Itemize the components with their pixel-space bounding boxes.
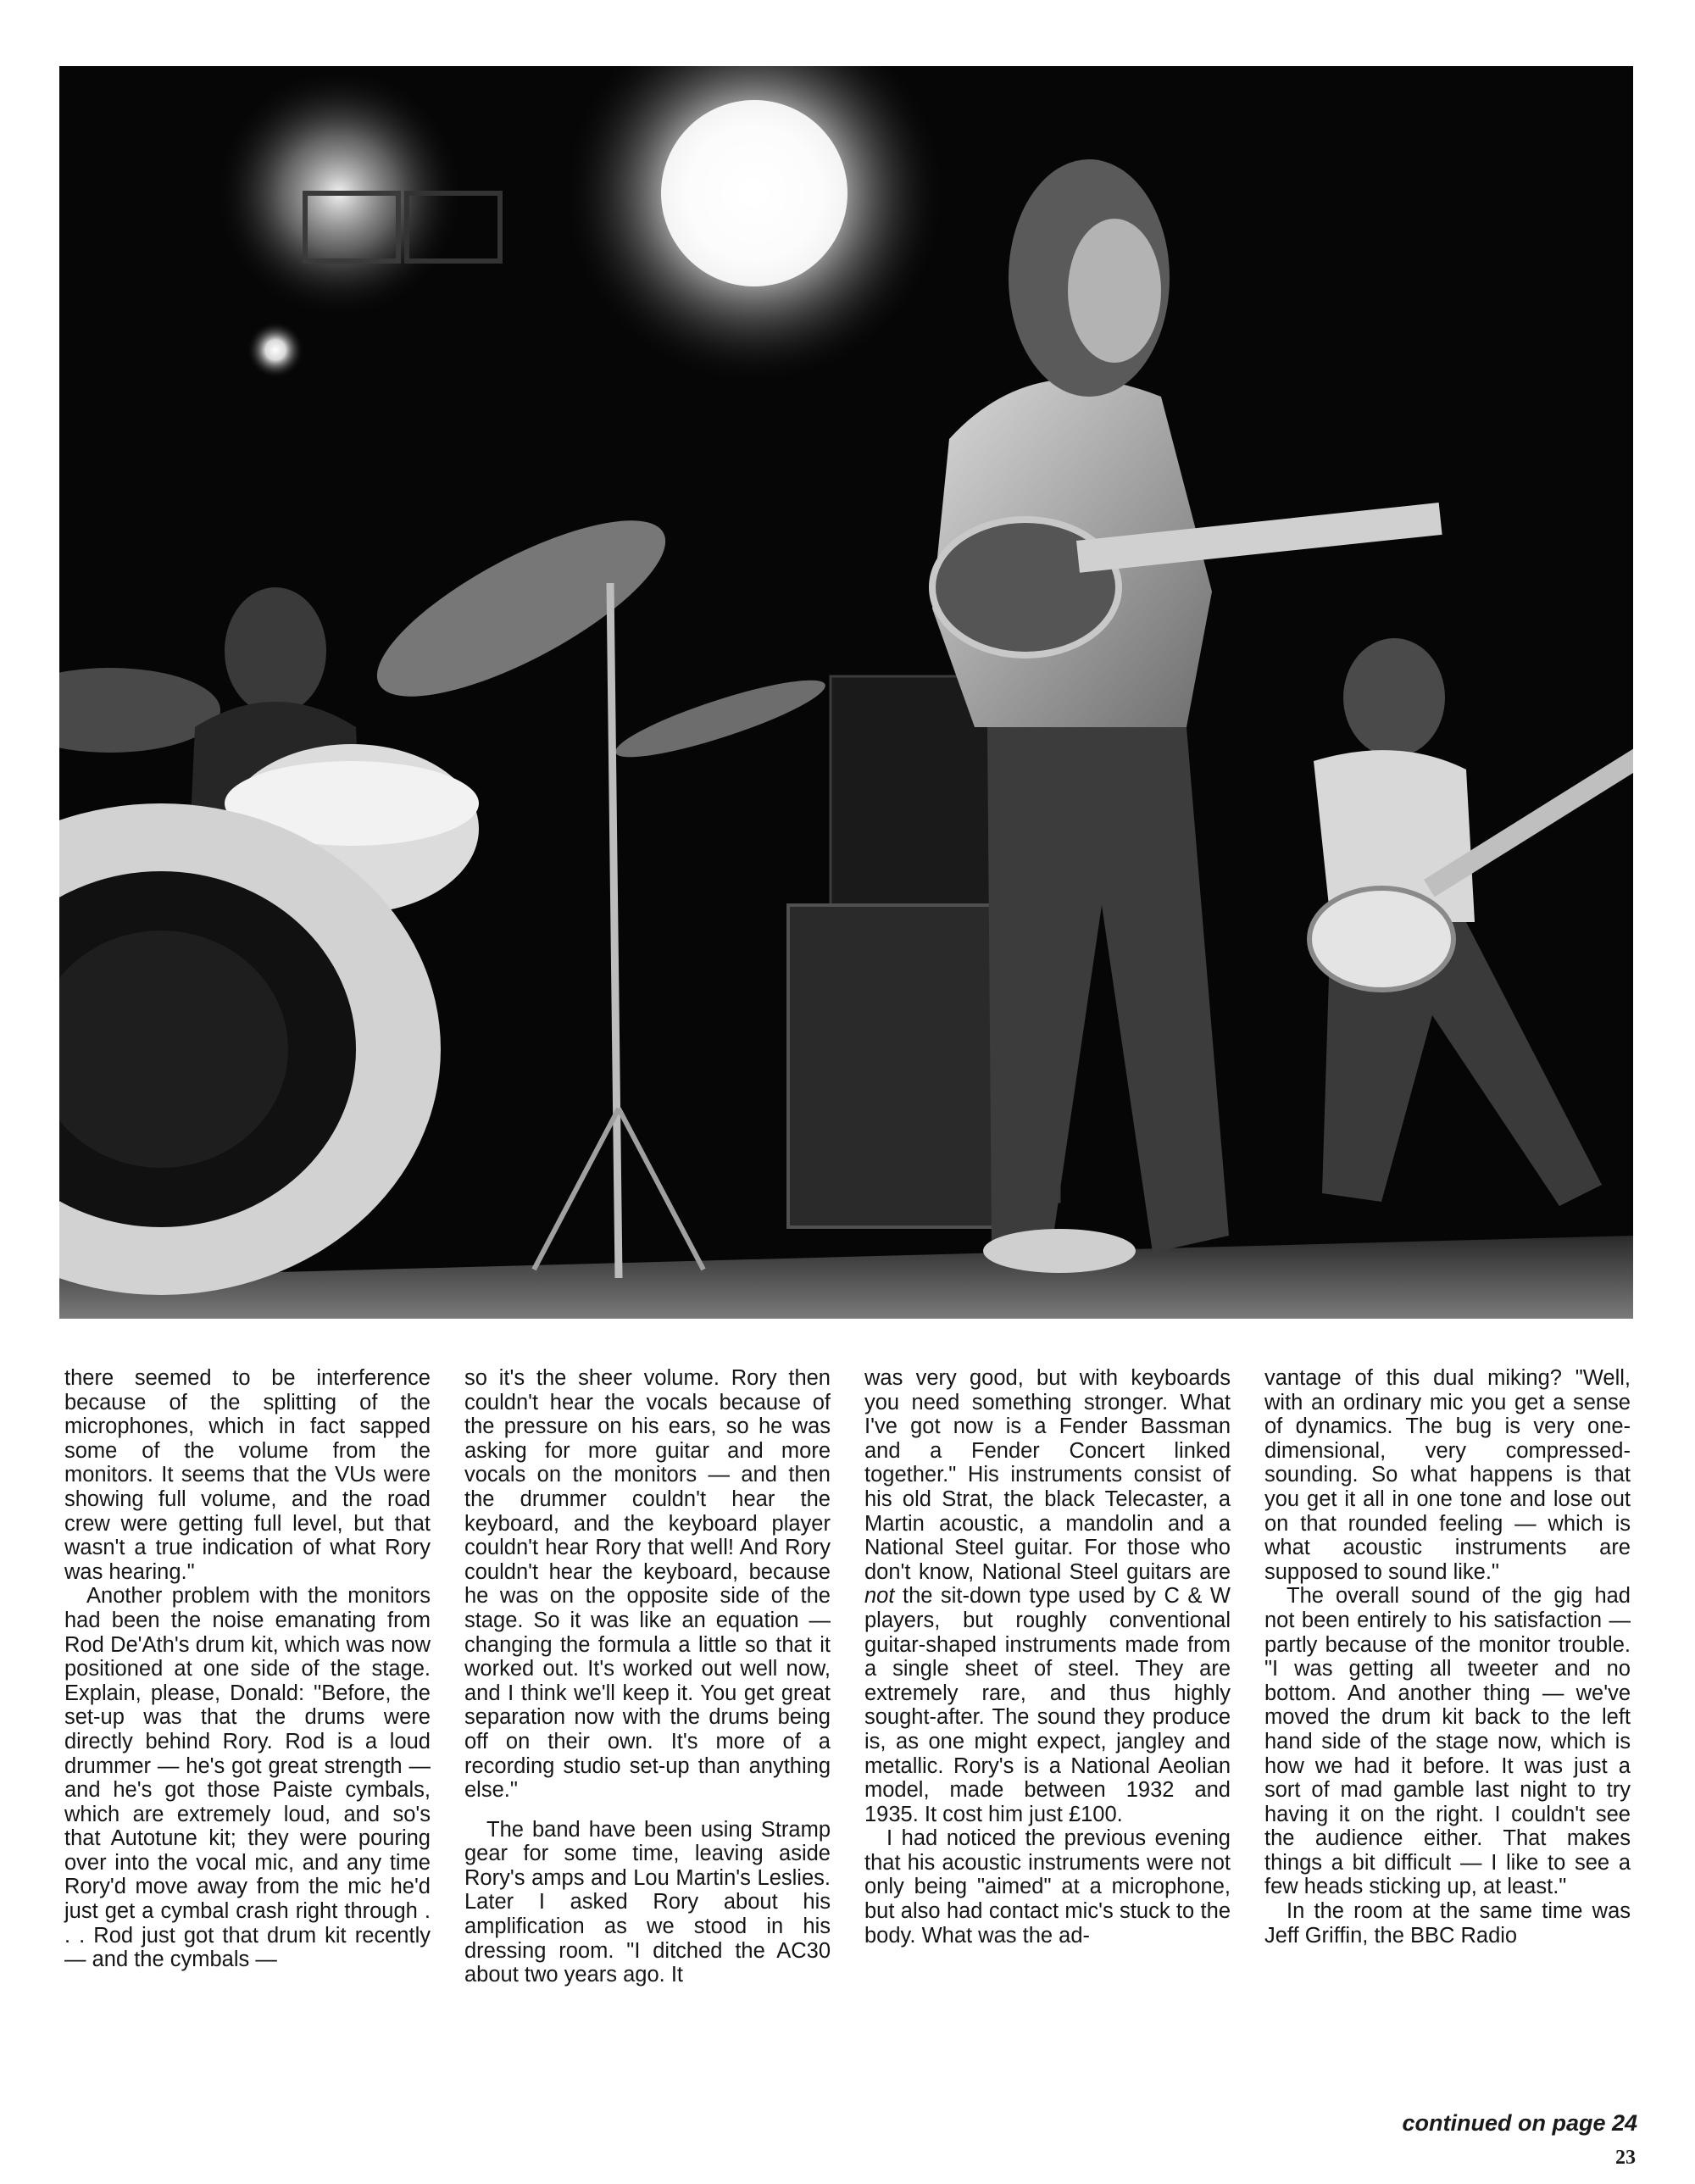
concert-photo-illustration [59,66,1633,1319]
concert-photo [59,66,1633,1319]
continued-note: continued on page 24 [1402,2110,1637,2136]
paragraph: there seemed to be interference because of the splitting of the microphones, which in fact sapped some of the volume from the monitors. It seems that the VUs were showing full volume, and the road crew were getting full level, but that wasn't a true indication of what Rory was hearing." [64,1366,431,1584]
article-column-1 [64,1366,431,1972]
paragraph: In the room at the same time was Jeff Griffin, the BBC Radio [1264,1899,1631,1948]
emphasis: not [864,1584,895,1609]
paragraph [864,1366,1231,1826]
text-run: was very good, but with keyboards you need something stronger. What I've got now is a Fender Bassman and a Fender Concert linked together." His instruments consist of his old Strat, the black Telecaster, a Martin acoustic, a mandolin and a National Steel guitar. For those who don't know, National Steel guitars are [864,1366,1231,1584]
paragraph: so it's the sheer volume. Rory then couldn't hear the vocals because of the pressure on his ears, so he was asking for more guitar and more vocals on the monitors — and then the drummer couldn't hear the keyboard, and the keyboard player couldn't hear Rory that well! And Rory couldn't hear the keyboard, because he was on the opposite side of the stage. So it was like an equation — changing the formula a little so that it worked out. It's worked out well now, and I think we'll keep it. You get great separation now with the drums being off on their own. It's more of a recording studio set-up than anything else." [464,1366,831,1803]
paragraph: I had noticed the previous evening that his acoustic instruments were not only being "aimed" at a microphone, but also had contact mic's stuck to the body. What was the ad- [864,1826,1231,1948]
paragraph: The overall sound of the gig had not been entirely to his satisfaction — partly because of the monitor trouble. "I was getting all tweeter and no bottom. And another thing — we've moved the drum kit back to the left hand side of the stage now, which is how we had it before. It was just a sort of mad gamble last night to try having it on the right. I couldn't see the audience either. That makes things a bit difficult — I like to see a few heads sticking up, at least." [1264,1584,1631,1899]
paragraph: The band have been using Stramp gear for some time, leaving aside Rory's amps and Lou Martin's Leslies. Later I asked Rory about his amplification as we stood in his dressing room. "I ditched the AC30 about two years ago. It [464,1817,831,1987]
paragraph: Another problem with the monitors had been the noise emanating from Rod De'Ath's drum kit, which was now positioned at one side of the stage. Explain, please, Donald: "Before, the set-up was that the drums were directly behind Rory. Rod is a loud drummer — he's got great strength — and he's got those Paiste cymbals, which are extremely loud, and so's that Autotune kit; they were pouring over into the vocal mic, and any time Rory'd move away from the mic he'd just get a cymbal crash right through . . . Rod just got that drum kit recently — and the cymbals — [64,1584,431,1972]
article-column-2 [464,1366,831,1987]
article-column-3 [864,1366,1231,1948]
page-number: 23 [1615,2147,1636,2169]
paragraph: vantage of this dual miking? "Well, with an ordinary mic you get a sense of dynamics. The bug is very one-dimensional, very compressed-sounding. So what happens is that you get it all in one tone and lose out on that rounded feeling — which is what acoustic instruments are supposed to sound like." [1264,1366,1631,1584]
text-run: the sit-down type used by C & W players, but roughly conventional guitar-shaped instruments made from a single sheet of steel. They are extremely rare, and thus highly sought-after. The sound they produce is, as one might expect, jangley and metallic. Rory's is a National Aeolian model, made between 1932 and 1935. It cost him just £100. [864,1584,1231,1826]
article-column-4 [1264,1366,1631,1948]
